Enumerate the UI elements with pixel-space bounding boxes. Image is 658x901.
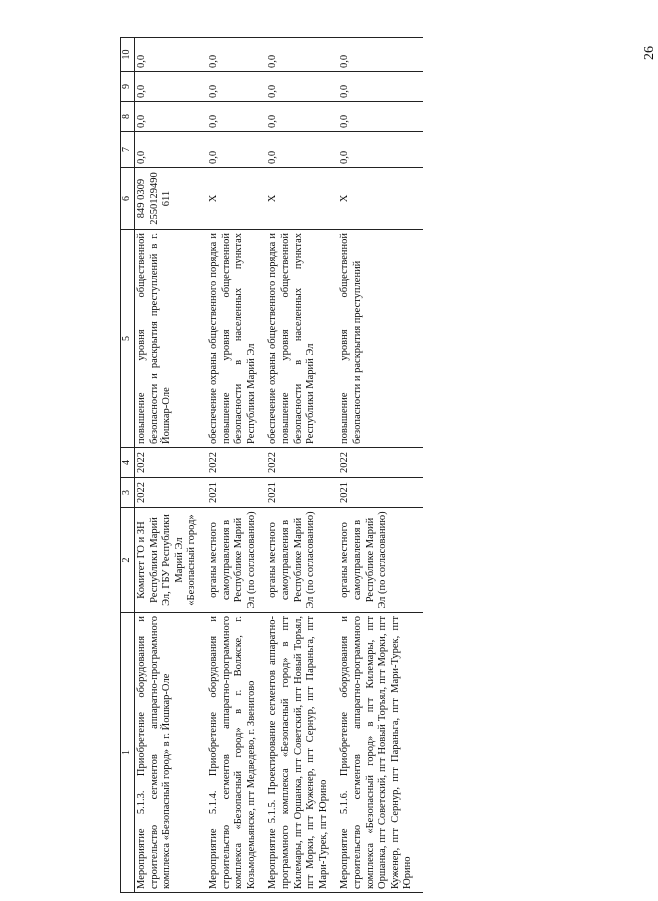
- executor: Комитет ГО и ЗН Республики Марий Эл, ГБУ Республики Марий Эл «Безопасный город»: [135, 508, 207, 613]
- column-header: 8: [121, 102, 135, 132]
- value-col10: 0,0: [266, 38, 338, 72]
- table-row: [207, 38, 266, 893]
- column-header: 4: [121, 448, 135, 478]
- value-col10: 0,0: [135, 38, 207, 72]
- activity-name: Мероприятие 5.1.4. Приобретение оборудования и строительство сегментов аппаратно-программного комплекса «Безопасный город» в г. Волжске, г. Козьмодемьянске, пгт Медведево, г. Звенигово: [207, 613, 266, 893]
- table-row: [135, 38, 207, 893]
- value-col8: 0,0: [135, 102, 207, 132]
- page-number: 26: [642, 46, 657, 60]
- activity-name: Мероприятие 5.1.6. Приобретение оборудования и строительство сегментов аппаратно-программного комплекса «Безопасный город» в пгт Килемары, пгт Оршанка, пгт Советский, пгт Новый Торъял, пгт Морки, пгт Куженер, пгт Сернур, пгт Параньга, пгт Мари-Турек, пгт Юрино: [338, 613, 423, 893]
- budget-code: Х: [207, 168, 266, 230]
- budget-code: Х: [338, 168, 423, 230]
- expected-result: обеспечение охраны общественного порядка и повышение уровня общественной безопасности в населенных пунктах Республики Марий Эл: [266, 230, 338, 448]
- value-col8: 0,0: [338, 102, 423, 132]
- column-header: 9: [121, 72, 135, 102]
- value-col7: 0,0: [207, 132, 266, 168]
- program-activities-table: [120, 37, 423, 893]
- column-header: 7: [121, 132, 135, 168]
- value-col8: 0,0: [266, 102, 338, 132]
- column-header: 10: [121, 38, 135, 72]
- column-header: 2: [121, 508, 135, 613]
- activity-name: Мероприятие 5.1.5. Проектирование сегментов аппаратно-программного комплекса «Безопасный город» в пгт Килемары, пгт Оршанка, пгт Советский, пгт Новый Торъял, пгт Морки, пгт Куженер, пгт Сернур, пгт Параньга, пгт Мари-Турек, пгт Юрино: [266, 613, 338, 893]
- value-col7: 0,0: [266, 132, 338, 168]
- start-year: 2021: [207, 478, 266, 508]
- column-header: 6: [121, 168, 135, 230]
- start-year: 2022: [135, 478, 207, 508]
- budget-code: 849 0309 2550129490 611: [135, 168, 207, 230]
- value-col10: 0,0: [207, 38, 266, 72]
- start-year: 2021: [338, 478, 423, 508]
- end-year: 2022: [338, 448, 423, 478]
- budget-code: Х: [266, 168, 338, 230]
- executor: органы местного самоуправления в Республике Марий Эл (по согласованию): [338, 508, 423, 613]
- column-header: 1: [121, 613, 135, 893]
- activity-name: Мероприятие 5.1.3. Приобретение оборудования и строительство сегментов аппаратно-программного комплекса «Безопасный город» в г. Йошкар-Оле: [135, 613, 207, 893]
- value-col10: 0,0: [338, 38, 423, 72]
- executor: органы местного самоуправления в Республике Марий Эл (по согласованию): [266, 508, 338, 613]
- rotated-table-frame: [120, 38, 640, 893]
- value-col9: 0,0: [266, 72, 338, 102]
- value-col7: 0,0: [135, 132, 207, 168]
- value-col9: 0,0: [135, 72, 207, 102]
- value-col9: 0,0: [338, 72, 423, 102]
- table-row: [338, 38, 423, 893]
- column-header: 3: [121, 478, 135, 508]
- end-year: 2022: [207, 448, 266, 478]
- executor: органы местного самоуправления в Республике Марий Эл (по согласованию): [207, 508, 266, 613]
- expected-result: повышение уровня общественной безопасности и раскрытия преступлений в г. Йошкар-Оле: [135, 230, 207, 448]
- column-number-row: [121, 38, 135, 893]
- start-year: 2021: [266, 478, 338, 508]
- end-year: 2022: [266, 448, 338, 478]
- table-row: [266, 38, 338, 893]
- column-header: 5: [121, 230, 135, 448]
- expected-result: повышение уровня общественной безопасности и раскрытия преступлений: [338, 230, 423, 448]
- value-col8: 0,0: [207, 102, 266, 132]
- end-year: 2022: [135, 448, 207, 478]
- expected-result: обеспечение охраны общественного порядка и повышение уровня общественной безопасности в населенных пунктах Республики Марий Эл: [207, 230, 266, 448]
- value-col7: 0,0: [338, 132, 423, 168]
- value-col9: 0,0: [207, 72, 266, 102]
